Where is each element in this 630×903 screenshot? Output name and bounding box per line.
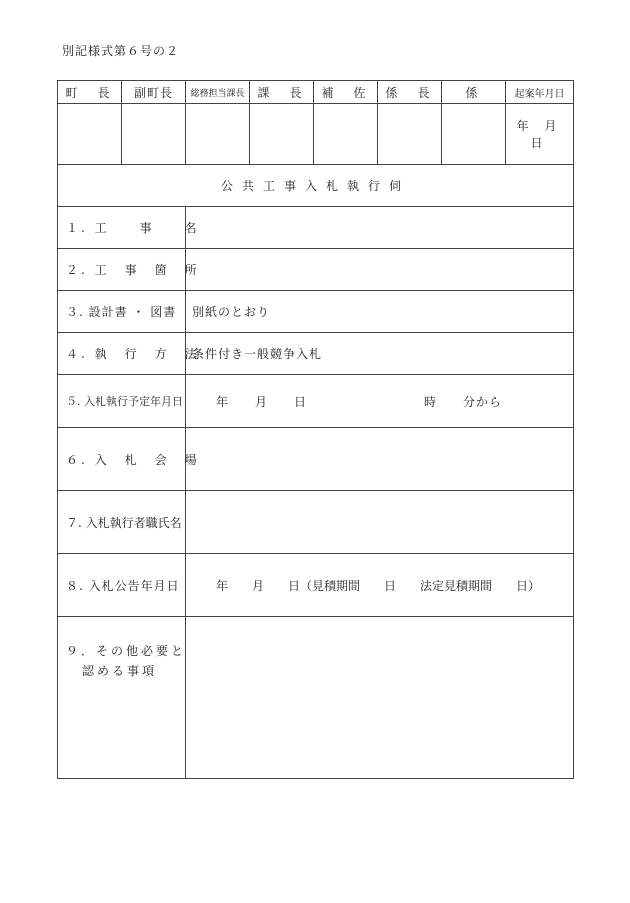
execution-method-field[interactable]: 条件付き一般競争入札 (186, 333, 574, 375)
other-matters-label-line2: 認める事項 (82, 664, 158, 678)
bid-venue-field[interactable] (186, 428, 574, 491)
approval-header-row (58, 81, 574, 104)
header-section-chief: 課 長 (250, 81, 314, 104)
bid-executor-field[interactable] (186, 491, 574, 554)
form-title: 公共工事入札執行伺 (58, 165, 574, 207)
stamp-box-deputy-mayor[interactable] (122, 104, 186, 165)
execution-method-label: ４. 執 行 方 法 (58, 333, 186, 375)
project-name-field[interactable] (186, 207, 574, 249)
stamp-box-section-chief[interactable] (250, 104, 314, 165)
bid-notice-date-label: ８. 入札公告年月日 (58, 554, 186, 617)
header-subsection-chief: 係 長 (378, 81, 442, 104)
project-location-label: ２. 工 事 箇 所 (58, 249, 186, 291)
row-bid-executor (58, 491, 574, 554)
row-bid-schedule (58, 375, 574, 428)
other-matters-label (58, 617, 186, 779)
design-documents-label: ３. 設計書 ・ 図書 (58, 291, 186, 333)
approval-form-table (57, 80, 574, 779)
bid-venue-label: ６. 入 札 会 場 (58, 428, 186, 491)
stamp-box-staff[interactable] (442, 104, 506, 165)
header-assistant: 補 佐 (314, 81, 378, 104)
project-name-label: １. 工 事 名 (58, 207, 186, 249)
row-execution-method (58, 333, 574, 375)
row-bid-venue (58, 428, 574, 491)
header-staff: 係 (442, 81, 506, 104)
header-general-affairs-chief: 総務担当課長 (186, 81, 250, 104)
stamp-box-subsection-chief[interactable] (378, 104, 442, 165)
design-documents-field[interactable]: 別紙のとおり (186, 291, 574, 333)
draft-date-value[interactable]: 年 月 日 (506, 104, 574, 165)
row-bid-notice-date (58, 554, 574, 617)
header-mayor: 町 長 (58, 81, 122, 104)
header-deputy-mayor: 副町長 (122, 81, 186, 104)
bid-executor-label: ７. 入札執行者職氏名 (58, 491, 186, 554)
other-matters-field[interactable] (186, 617, 574, 779)
bid-schedule-field[interactable]: 年 月 日 時 分から (186, 375, 574, 428)
title-row (58, 165, 574, 207)
stamp-box-general-affairs-chief[interactable] (186, 104, 250, 165)
row-project-location (58, 249, 574, 291)
other-matters-label-line1: ９．その他必要と (66, 644, 187, 658)
row-project-name (58, 207, 574, 249)
row-design-documents (58, 291, 574, 333)
bid-schedule-label: ５. 入札執行予定年月日 (58, 375, 186, 428)
row-other-matters (58, 617, 574, 779)
project-location-field[interactable] (186, 249, 574, 291)
bid-notice-date-field[interactable]: 年 月 日（見積期間 日 法定見積期間 日） (186, 554, 574, 617)
stamp-box-assistant[interactable] (314, 104, 378, 165)
stamp-box-mayor[interactable] (58, 104, 122, 165)
approval-stamp-row (58, 104, 574, 165)
header-draft-date: 起案年月日 (506, 81, 574, 104)
form-number-label: 別記様式第６号の２ (62, 44, 180, 58)
